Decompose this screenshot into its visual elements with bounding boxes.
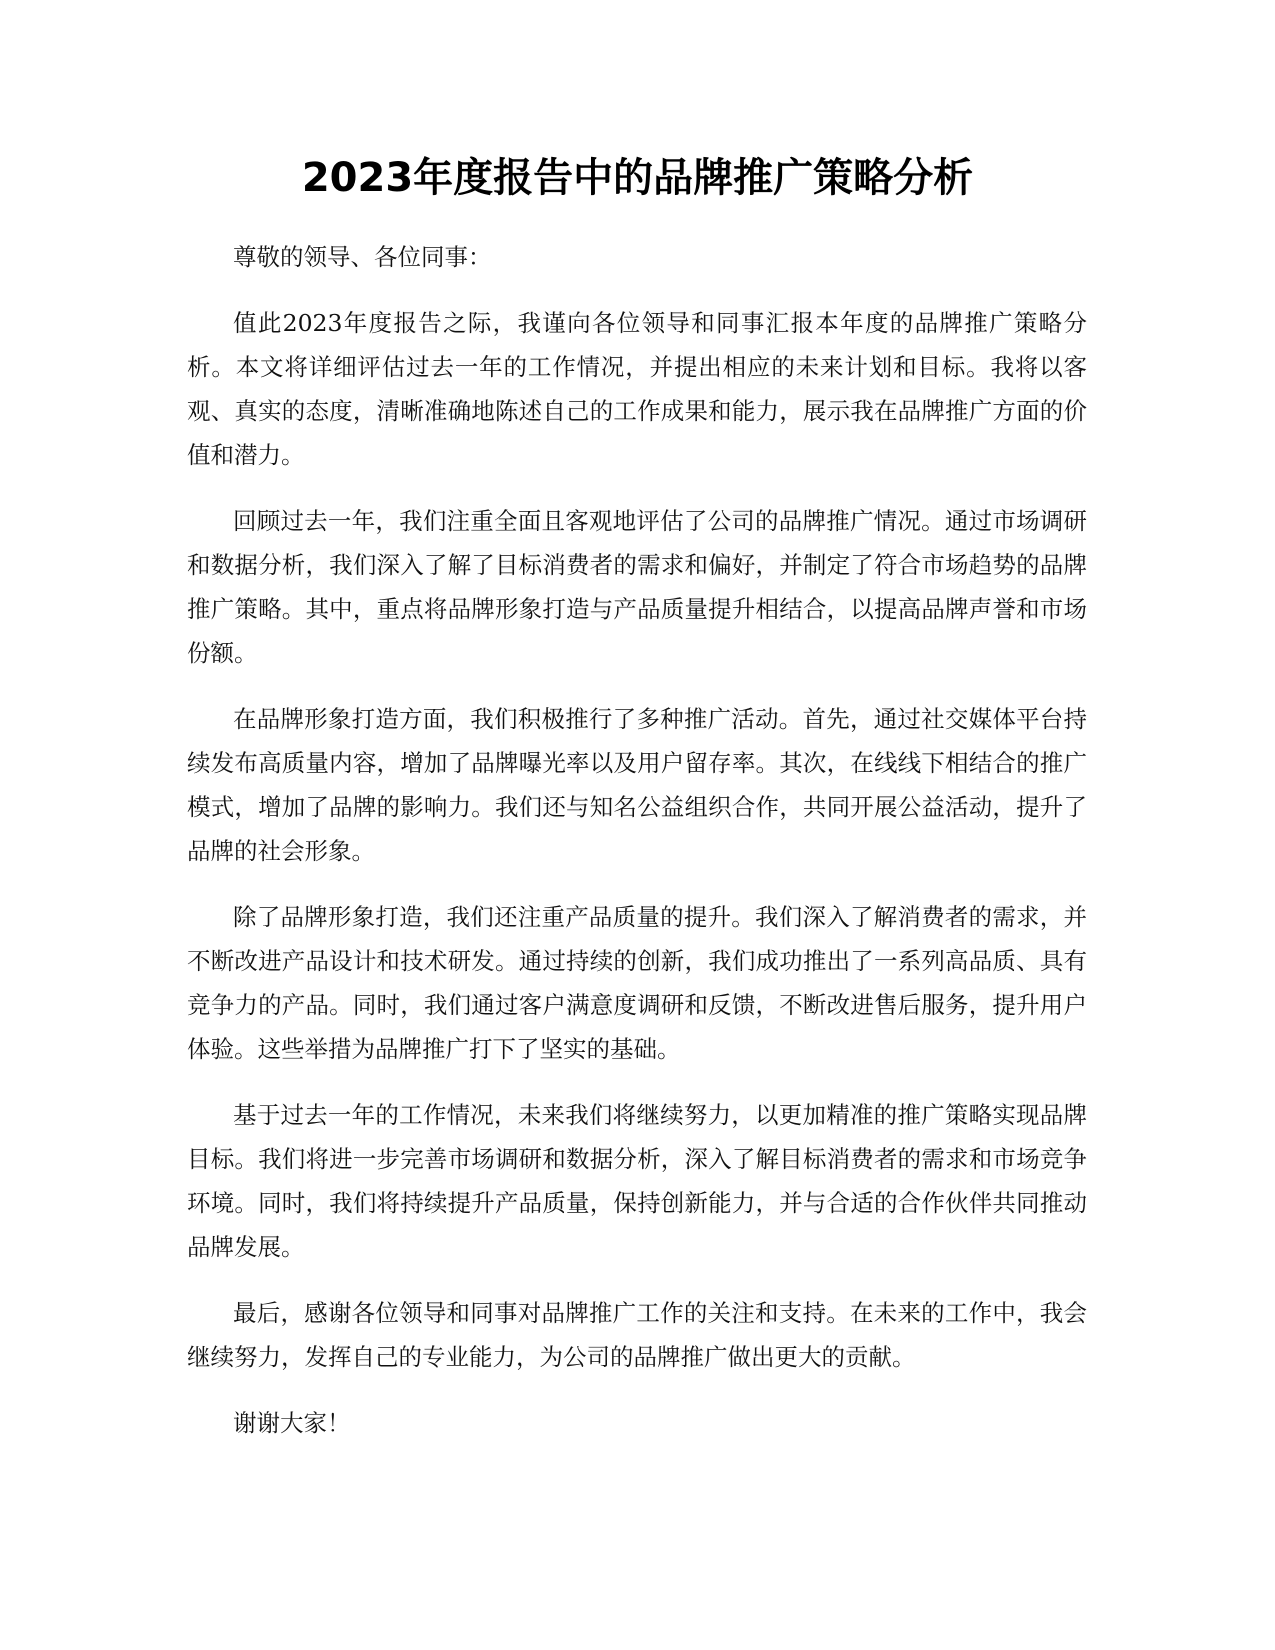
document-title: 2023年度报告中的品牌推广策略分析	[301, 155, 974, 201]
brand-image-paragraph: 在品牌形象打造方面，我们积极推行了多种推广活动。首先，通过社交媒体平台持续发布高质量内容，增加了品牌曝光率以及用户留存率。其次，在线线下相结合的推广模式，增加了品牌的影响力。我们还与知名公益组织合作，共同开展公益活动，提升了品牌的社会形象。	[187, 705, 1087, 865]
thanks-paragraph: 最后，感谢各位领导和同事对品牌推广工作的关注和支持。在未来的工作中，我会继续努力，发挥自己的专业能力，为公司的品牌推广做出更大的贡献。	[187, 1299, 1087, 1371]
future-plan-paragraph: 基于过去一年的工作情况，未来我们将继续努力，以更加精准的推广策略实现品牌目标。我们将进一步完善市场调研和数据分析，深入了解目标消费者的需求和市场竞争环境。同时，我们将持续提升产品质量，保持创新能力，并与合适的合作伙伴共同推动品牌发展。	[187, 1101, 1087, 1261]
salutation-paragraph: 尊敬的领导、各位同事：	[233, 243, 492, 271]
review-paragraph: 回顾过去一年，我们注重全面且客观地评估了公司的品牌推广情况。通过市场调研和数据分析，我们深入了解了目标消费者的需求和偏好，并制定了符合市场趋势的品牌推广策略。其中，重点将品牌形象打造与产品质量提升相结合，以提高品牌声誉和市场份额。	[187, 507, 1087, 667]
intro-paragraph: 值此2023年度报告之际，我谨向各位领导和同事汇报本年度的品牌推广策略分析。本文将详细评估过去一年的工作情况，并提出相应的未来计划和目标。我将以客观、真实的态度，清晰准确地陈述自己的工作成果和能力，展示我在品牌推广方面的价值和潜力。	[187, 309, 1087, 469]
document-body	[187, 235, 1087, 1467]
product-quality-paragraph: 除了品牌形象打造，我们还注重产品质量的提升。我们深入了解消费者的需求，并不断改进产品设计和技术研发。通过持续的创新，我们成功推出了一系列高品质、具有竞争力的产品。同时，我们通过客户满意度调研和反馈，不断改进售后服务，提升用户体验。这些举措为品牌推广打下了坚实的基础。	[187, 903, 1087, 1063]
closing-paragraph: 谢谢大家！	[233, 1409, 351, 1437]
